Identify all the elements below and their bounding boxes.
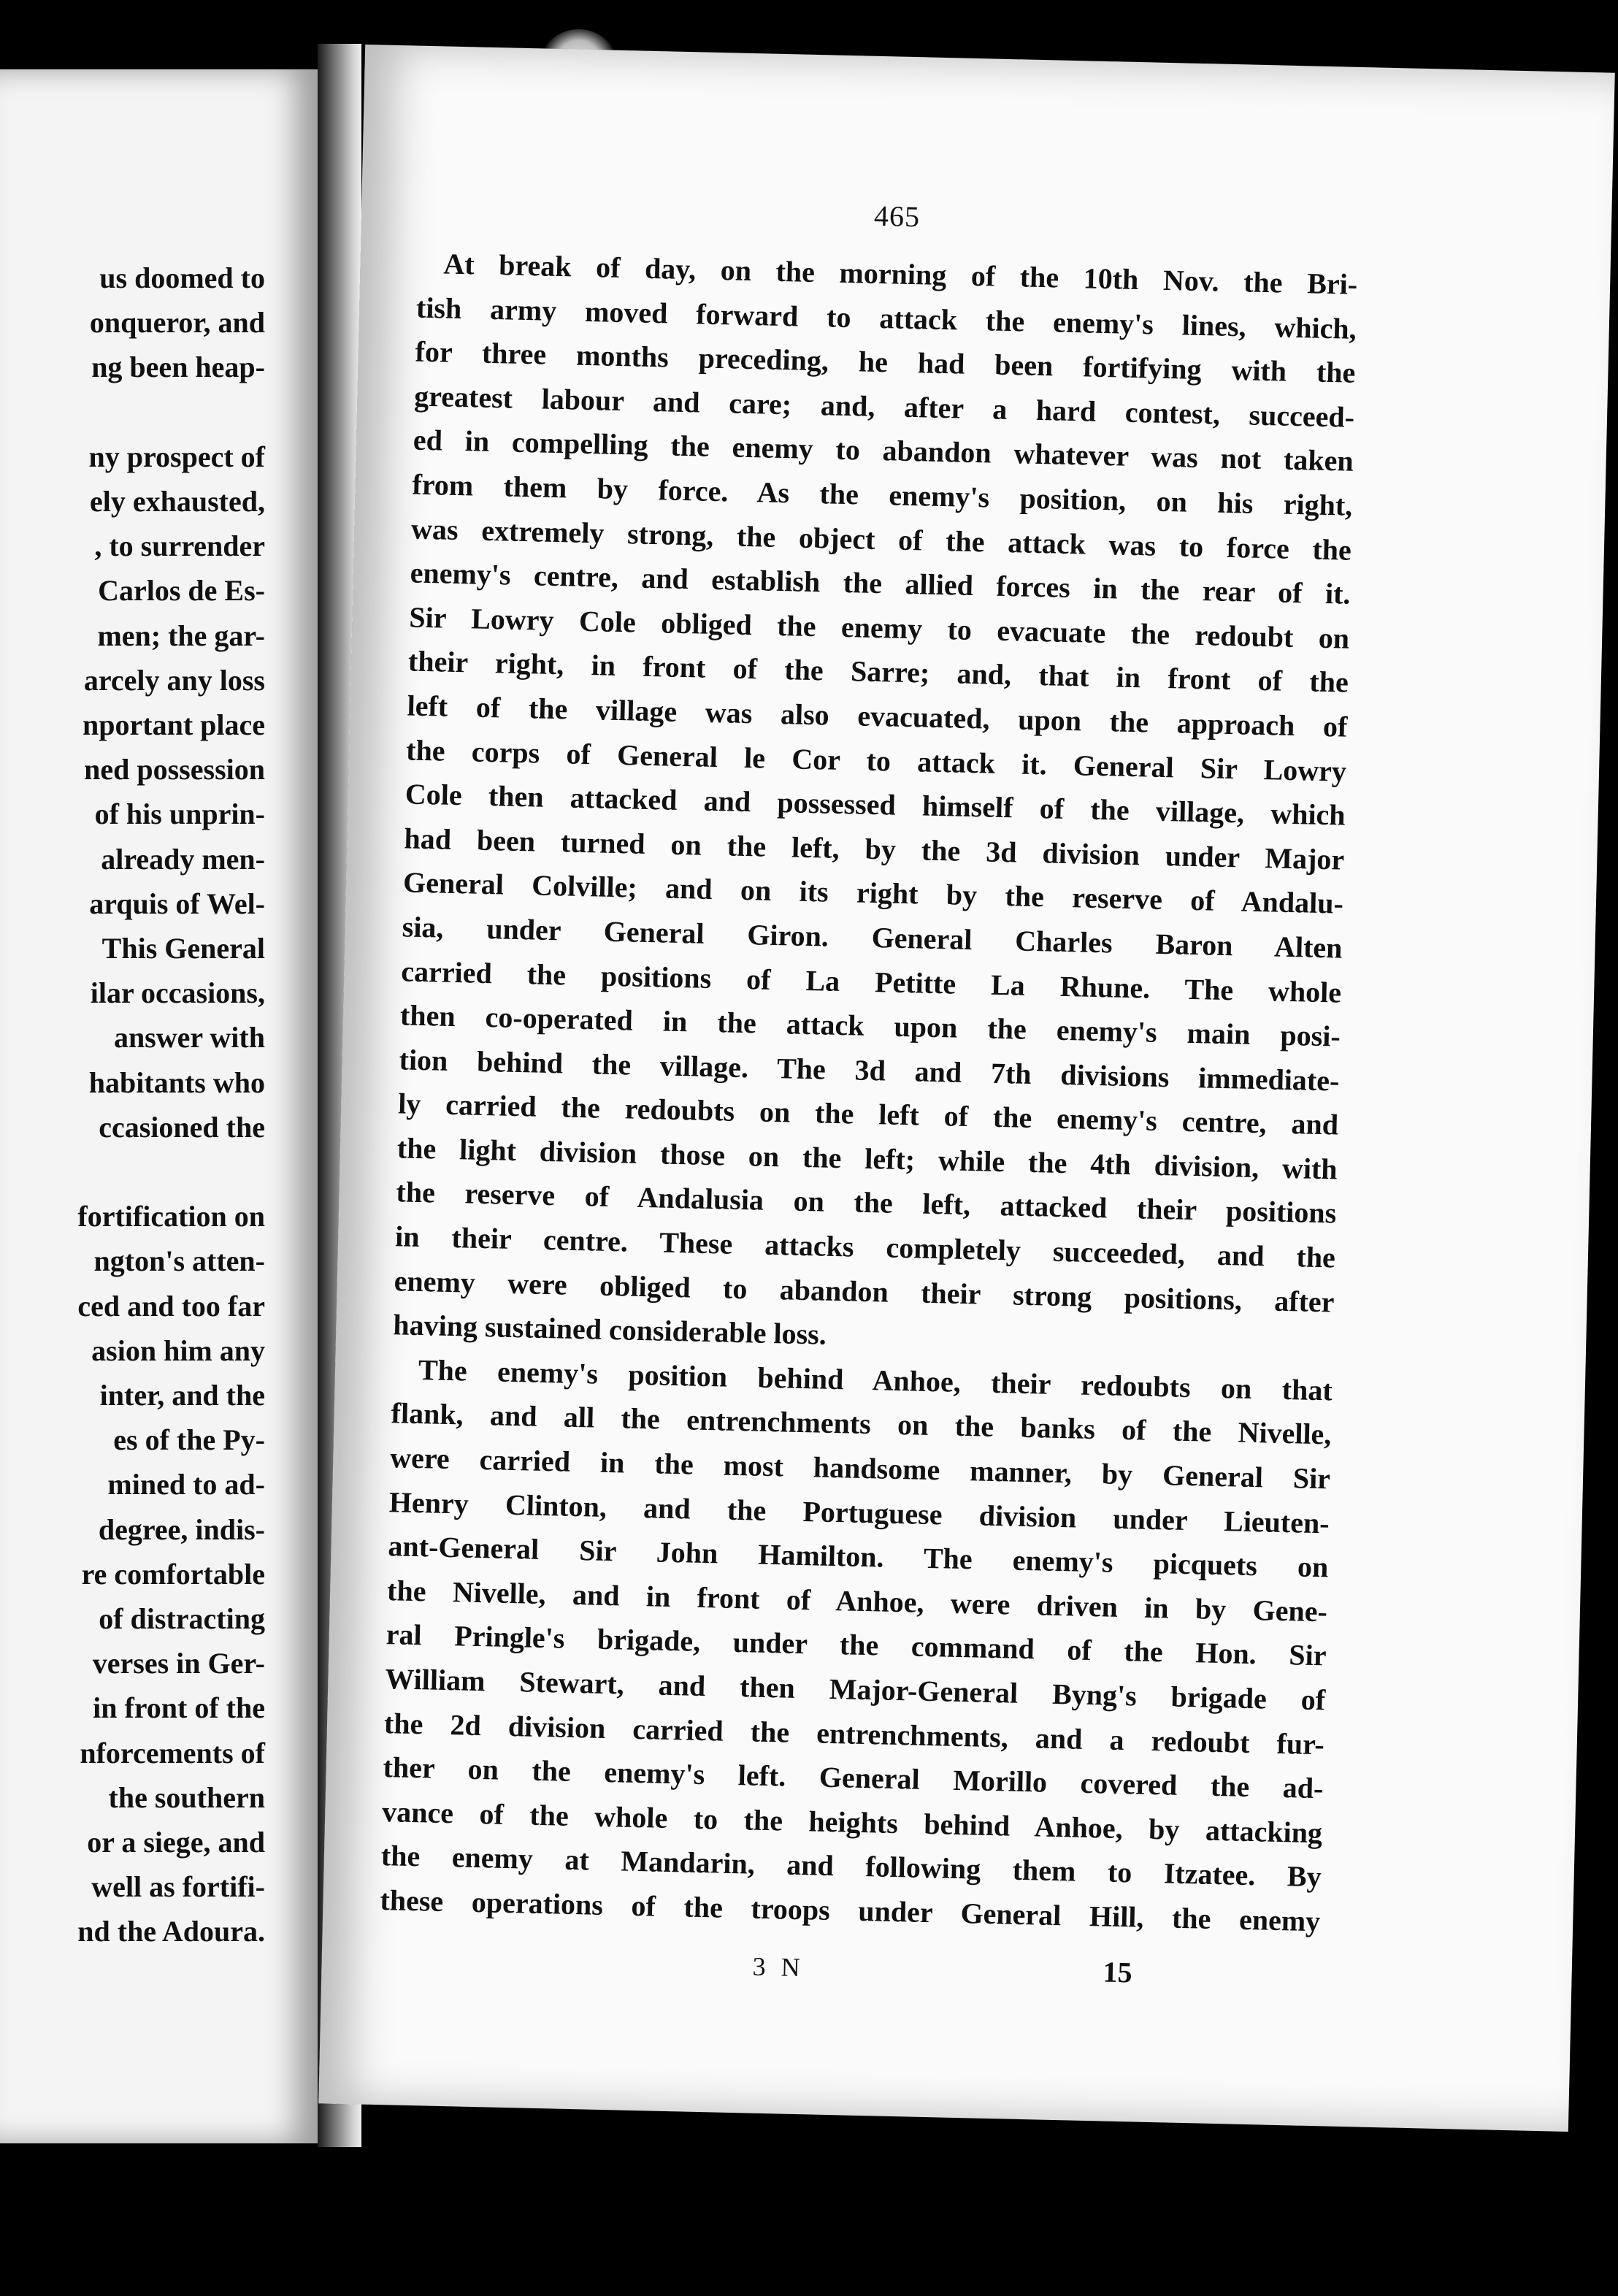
text-line: the corps of General le Cor to attack it. General Sir Lowry bbox=[405, 733, 1347, 788]
text-line: had been turned on the left, by the 3d division under Major bbox=[404, 822, 1345, 876]
left-page-line: degree, indis- bbox=[98, 1512, 265, 1546]
text-line: the light division those on the left; while the 4th division, with bbox=[396, 1131, 1338, 1186]
page-number: 465 bbox=[873, 199, 921, 234]
folio-number: 15 bbox=[1103, 1955, 1133, 1989]
left-page-line bbox=[0, 1149, 265, 1194]
text-line: their right, in front of the Sarre; and, that in front of the bbox=[407, 644, 1349, 700]
text-line: the enemy at Mandarin, and following them to Itzatee. By bbox=[380, 1839, 1322, 1894]
text-line: left of the village was also evacuated, upon the approach of bbox=[407, 689, 1348, 743]
left-page-line: ely exhausted, bbox=[90, 485, 265, 518]
left-page-line: well as fortifi- bbox=[91, 1870, 265, 1904]
text-line: tish army moved forward to attack the enemy's lines, which, bbox=[415, 291, 1357, 345]
left-page-line: Carlos de Es- bbox=[98, 574, 265, 608]
left-page-line: nportant place bbox=[83, 708, 265, 742]
text-line: ther on the enemy's left. General Morillo covered the ad- bbox=[383, 1750, 1324, 1805]
text-line: Henry Clinton, and the Portuguese division under Lieuten- bbox=[388, 1485, 1330, 1540]
left-page-line: of distracting bbox=[99, 1602, 265, 1636]
text-line: sia, under General Giron. General Charles Baron Alten bbox=[402, 910, 1343, 965]
text-line: in their centre. These attacks completely succeeded, and the bbox=[394, 1220, 1336, 1274]
left-page-line: onqueror, and bbox=[89, 306, 265, 340]
text-line: ant-General Sir John Hamilton. The enemy's picquets on bbox=[388, 1529, 1329, 1584]
left-page-line: inter, and the bbox=[99, 1379, 265, 1412]
text-line: the Nivelle, and in front of Anhoe, were driven in by Gene- bbox=[386, 1573, 1328, 1629]
left-page-line: already men- bbox=[101, 842, 265, 876]
text-line: ly carried the redoubts on the left of the enemy's centre, and bbox=[397, 1087, 1339, 1141]
left-page-line: men; the gar- bbox=[97, 619, 265, 652]
left-page-line: in front of the bbox=[93, 1691, 265, 1725]
text-line: flank, and all the entrenchments on the banks of the Nivelle, bbox=[391, 1396, 1332, 1451]
left-page-line: re comfortable bbox=[81, 1557, 265, 1591]
text-line: General Colville; and on its right by the reserve of Andalu- bbox=[402, 865, 1344, 920]
left-page-line: us doomed to bbox=[99, 261, 265, 294]
signature-mark: 3 N bbox=[752, 1951, 805, 1983]
text-line: greatest labour and care; and, after a hard contest, succeed- bbox=[413, 379, 1355, 434]
text-line: for three months preceding, he had been fortifying with the bbox=[415, 334, 1356, 390]
text-line: ed in compelling the enemy to abandon whatever was not taken bbox=[413, 423, 1354, 478]
text-line: carried the positions of La Petitte La Rhune. The whole bbox=[400, 954, 1342, 1009]
text-line: the 2d division carried the entrenchments, and a redoubt fur- bbox=[383, 1706, 1325, 1761]
left-page bbox=[0, 69, 318, 2143]
text-line: enemy's centre, and establish the allied forces in the rear of it. bbox=[410, 556, 1351, 611]
text-line: these operations of the troops under General Hill, the enemy bbox=[380, 1883, 1321, 1938]
paragraph bbox=[380, 1347, 1333, 1944]
left-page-line: ngton's atten- bbox=[93, 1244, 265, 1278]
left-page-line: of his unprin- bbox=[94, 797, 265, 831]
left-page-line: , to surrender bbox=[94, 529, 265, 563]
left-page-line bbox=[0, 390, 265, 435]
text-line: the reserve of Andalusia on the left, attacked their positions bbox=[396, 1175, 1337, 1230]
left-page-line: asion him any bbox=[91, 1333, 265, 1367]
left-page-line: ng been heap- bbox=[91, 351, 265, 384]
left-page-line: ccasioned the bbox=[99, 1110, 265, 1144]
page-body-text bbox=[380, 242, 1358, 1944]
left-page-line: nforcements of bbox=[80, 1736, 265, 1769]
left-page-line: verses in Ger- bbox=[92, 1647, 265, 1680]
text-line: having sustained considerable loss. bbox=[392, 1308, 827, 1351]
left-page-line: This General bbox=[101, 932, 265, 965]
right-page bbox=[318, 45, 1615, 2132]
text-line: William Stewart, and then Major-General Byng's brigade of bbox=[384, 1662, 1326, 1717]
paragraph bbox=[393, 242, 1358, 1369]
left-page-line: ned possession bbox=[84, 753, 265, 787]
text-line: Cole then attacked and possessed himself of the village, which bbox=[404, 777, 1346, 832]
left-page-line: nd the Adoura. bbox=[77, 1915, 265, 1948]
left-page-text bbox=[0, 256, 265, 1954]
left-page-line: fortification on bbox=[77, 1200, 265, 1233]
text-line: ral Pringle's brigade, under the command of the Hon. Sir bbox=[386, 1618, 1327, 1672]
text-line: tion behind the village. The 3d and 7th divisions immediate- bbox=[399, 1043, 1340, 1098]
text-line: then co-operated in the attack upon the enemy's main posi- bbox=[399, 998, 1341, 1053]
text-line: were carried in the most handsome manner, by General Sir bbox=[389, 1441, 1331, 1496]
text-line: Sir Lowry Cole obliged the enemy to evacuate the redoubt on bbox=[408, 600, 1350, 655]
left-page-line: ced and too far bbox=[77, 1289, 265, 1323]
left-page-line: answer with bbox=[113, 1021, 265, 1055]
text-line: vance of the whole to the heights behind Anhoe, by attacking bbox=[381, 1794, 1323, 1850]
left-page-line: the southern bbox=[108, 1780, 265, 1814]
text-line: enemy were obliged to abandon their strong positions, after bbox=[394, 1263, 1335, 1319]
left-page-line: es of the Py- bbox=[113, 1423, 265, 1457]
left-page-line: mined to ad- bbox=[107, 1468, 265, 1501]
left-page-line: or a siege, and bbox=[87, 1826, 265, 1859]
left-page-line: arquis of Wel- bbox=[89, 887, 265, 920]
text-line: was extremely strong, the object of the attack was to force the bbox=[410, 512, 1352, 567]
left-page-line: ny prospect of bbox=[88, 440, 265, 473]
left-page-line: ilar occasions, bbox=[90, 976, 265, 1010]
text-line: from them by force. As the enemy's position, on his right, bbox=[412, 467, 1353, 522]
text-line: The enemy's position behind Anhoe, their redoubts on that bbox=[418, 1352, 1333, 1407]
text-line: At break of day, on the morning of the 10th Nov. the Bri- bbox=[442, 247, 1358, 301]
left-page-line: habitants who bbox=[88, 1065, 265, 1099]
left-page-line: arcely any loss bbox=[83, 663, 265, 697]
